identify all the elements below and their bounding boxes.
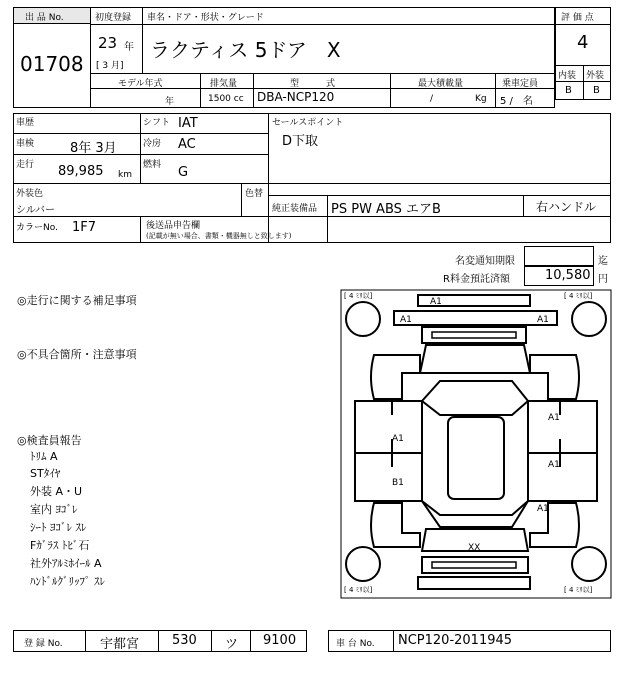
color-change-label: 色替 [245, 189, 264, 199]
ac-value: AC [178, 137, 196, 152]
mileage-value: 89,985 [58, 164, 104, 179]
aftermarket-vsep [327, 216, 328, 243]
details-row-3 [13, 183, 611, 184]
reg-vsep-1 [85, 630, 86, 652]
grade-divider-3 [555, 81, 611, 82]
recycle-label: R料金預託済額 [443, 274, 510, 285]
details-row-1 [13, 133, 268, 134]
sales-point-value: D下取 [282, 134, 319, 149]
mark-hood-left: A1 [400, 315, 412, 325]
chassis-label: 車 台 No. [336, 639, 375, 649]
equipment-vsep-2 [523, 195, 524, 216]
recycle-value: 10,580 [545, 268, 591, 283]
details-vsep-mid [268, 113, 269, 243]
reg-label: 登 録 No. [24, 639, 63, 649]
interior-label: 内装 [558, 71, 577, 81]
spec-vsep-4 [495, 73, 496, 108]
details-vsep-left [140, 113, 141, 183]
defects-title: ◎不具合箇所・注意事項 [17, 348, 137, 361]
displacement-label: 排気量 [210, 79, 238, 89]
mark-rear-glass: XX [468, 543, 481, 553]
tire-front-left: [ 4 ﾐﾘ以] [344, 292, 373, 300]
spec-vsep-1 [200, 73, 201, 108]
sales-point-label: セールスポイント [272, 118, 344, 128]
color-no-vsep [140, 216, 141, 243]
model-year-label: モデル年式 [118, 79, 163, 89]
tire-rear-right: [ 4 ﾐﾘ以] [564, 586, 593, 594]
ext-color-label: 外装色 [16, 189, 44, 199]
mark-right-front-fender: A1 [548, 413, 560, 423]
inspector-title: ◎検査員報告 [17, 434, 82, 447]
mark-hood-right: A1 [537, 315, 549, 325]
mark-right-quarter: A1 [537, 504, 549, 514]
ac-label: 冷房 [143, 139, 162, 149]
mark-left-front-door: A1 [392, 434, 404, 444]
first-reg-year: 23 [98, 34, 118, 52]
model-label: 型 式 [290, 79, 336, 89]
supplement-title: ◎走行に関する補足事項 [17, 294, 137, 307]
reg-vsep-3 [211, 630, 212, 652]
interior-value: B [565, 85, 572, 96]
capacity-value: 5 / 名 [500, 96, 533, 107]
inspector-item: 外装 A・U [30, 485, 83, 498]
capacity-label: 乗車定員 [502, 79, 539, 89]
mark-front-bumper: A1 [430, 297, 442, 307]
equipment-label: 純正装備品 [272, 204, 318, 214]
reg-vsep-2 [158, 630, 159, 652]
inspector-item: ﾄﾘﾑ A [30, 450, 58, 463]
mileage-label: 走行 [16, 160, 35, 170]
fuel-value: G [178, 165, 189, 180]
history-label: 車歴 [16, 118, 35, 128]
handle-value: 右ハンドル [536, 200, 597, 214]
aftermarket-note: (記載が無い場合、書類・機器無しと致します) [146, 232, 292, 240]
inspector-item: ｼｰﾄ ﾖｺﾞﾚ ｽﾚ [30, 521, 87, 534]
car-name: ラクティス 5ドア X [150, 38, 341, 62]
inspector-item: Fｶﾞﾗｽ ﾄﾋﾞ石 [30, 539, 90, 552]
inspection-value: 8年 3月 [70, 141, 117, 156]
shift-label: シフト [143, 118, 171, 128]
color-change-vsep [241, 183, 242, 216]
inspection-label: 車検 [16, 139, 35, 149]
recycle-unit: 円 [598, 274, 608, 285]
displacement-value: 1500 cc [208, 94, 244, 104]
car-damage-diagram [340, 289, 612, 599]
load-unit: Kg [475, 94, 487, 104]
grade-value: 4 [577, 32, 589, 53]
load-slash: / [430, 94, 434, 104]
details-row-4 [13, 216, 611, 217]
chassis-value: NCP120-2011945 [398, 633, 513, 648]
equipment-value: PS PW ABS エアB [331, 202, 441, 217]
deadline-label: 名変通知期限 [455, 256, 515, 267]
first-reg-year-unit: 年 [124, 42, 134, 53]
details-row-2 [13, 154, 268, 155]
tire-rear-left: [ 4 ﾐﾘ以] [344, 586, 373, 594]
aftermarket-label: 後送品申告欄 [146, 221, 201, 231]
model-year-unit: 年 [165, 97, 175, 107]
ext-color-value: シルバー [16, 205, 56, 216]
grade-label: 評 価 点 [561, 13, 594, 23]
mileage-unit: km [118, 170, 132, 180]
lot-label: 出 品 No. [25, 13, 64, 23]
title-divider [90, 24, 555, 25]
mark-left-rear-door: B1 [392, 478, 404, 488]
tire-front-right: [ 4 ﾐﾘ以] [564, 292, 593, 300]
exterior-value: B [593, 85, 600, 96]
inspector-item: 室内 ﾖｺﾞﾚ [30, 503, 78, 516]
inspector-item: 社外ｱﾙﾐﾎｲｰﾙ A [30, 557, 102, 570]
load-label: 最大積載量 [418, 79, 464, 89]
reg-vsep-4 [250, 630, 251, 652]
equipment-vsep-1 [327, 195, 328, 216]
color-no-label: カラーNo. [16, 223, 58, 233]
inspector-item: STﾀｲﾔ [30, 467, 61, 480]
model-value: DBA-NCP120 [257, 90, 335, 104]
sales-equip-divider [268, 195, 611, 196]
deadline-unit: 迄 [598, 256, 608, 267]
reg-area: 宇都宮 [100, 637, 140, 652]
shift-value: IAT [178, 116, 198, 131]
mark-right-rear-door: A1 [548, 460, 560, 470]
first-reg-month: [ 3 月] [96, 61, 124, 71]
grade-vsep [583, 65, 584, 100]
lot-number: 01708 [20, 52, 84, 76]
exterior-label: 外装 [586, 71, 605, 81]
inspector-item: ﾊﾝﾄﾞﾙｸﾞﾘｯﾌﾟ ｽﾚ [30, 575, 105, 588]
first-reg-label: 初度登録 [95, 13, 132, 23]
title-vsep [142, 7, 143, 74]
grade-divider [555, 24, 611, 25]
chassis-vsep [393, 630, 394, 652]
reg-number: 9100 [263, 633, 297, 648]
spec-vsep-3 [390, 73, 391, 108]
color-no-value: 1F7 [72, 220, 97, 235]
deadline-box [524, 246, 594, 266]
car-desc-label: 車名・ドア・形状・グレード [147, 13, 264, 23]
reg-class: 530 [172, 633, 197, 648]
spec-vsep-2 [253, 73, 254, 108]
fuel-label: 燃料 [143, 160, 162, 170]
reg-kana: ツ [225, 637, 239, 652]
